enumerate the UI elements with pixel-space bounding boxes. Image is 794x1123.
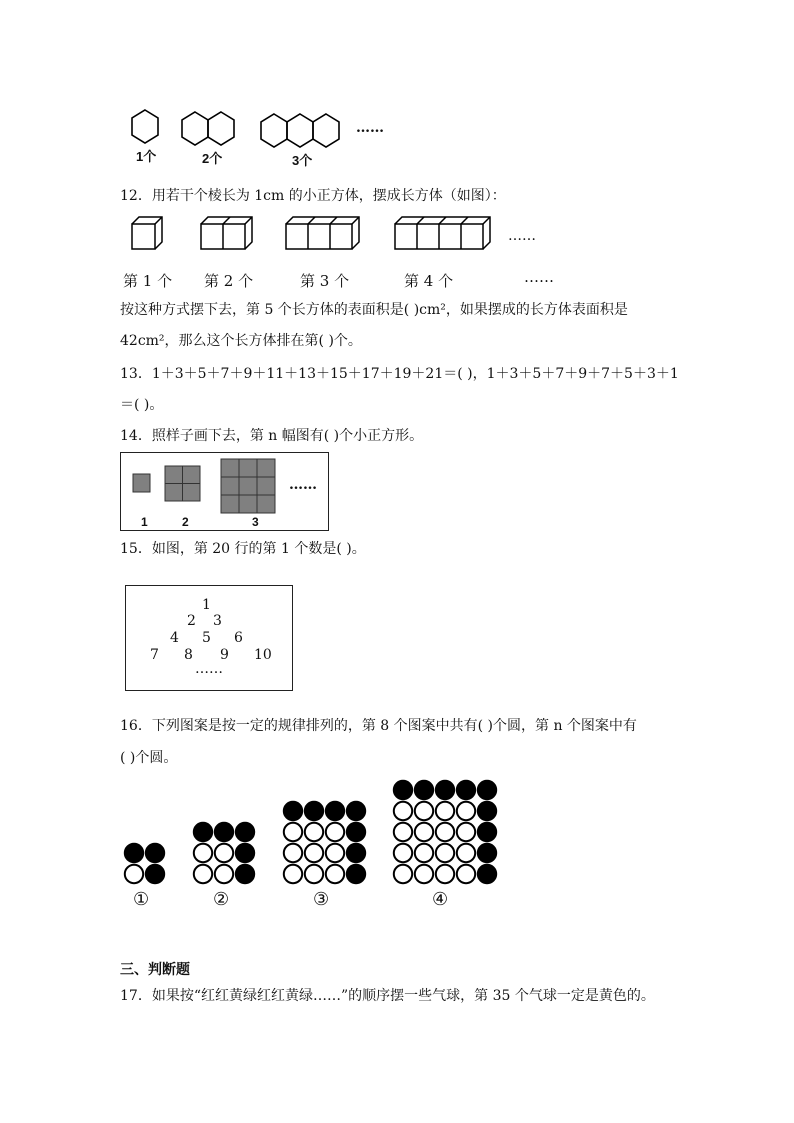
hollow-circle bbox=[215, 865, 233, 883]
cuboid-label-ellipsis: …… bbox=[524, 268, 554, 286]
hollow-circle bbox=[457, 802, 475, 820]
filled-circle bbox=[478, 781, 496, 799]
filled-circle bbox=[478, 865, 496, 883]
hollow-circle bbox=[415, 823, 433, 841]
hexagon-label-1: 1个 bbox=[136, 149, 157, 164]
filled-circle bbox=[236, 865, 254, 883]
hollow-circle bbox=[394, 865, 412, 883]
filled-circle bbox=[194, 823, 212, 841]
filled-circle bbox=[236, 844, 254, 862]
hollow-circle bbox=[305, 823, 323, 841]
pattern-label-4: ④ bbox=[432, 889, 449, 910]
hollow-circle bbox=[415, 865, 433, 883]
triangle-number: 2 bbox=[187, 613, 196, 629]
triangle-number: 8 bbox=[184, 647, 193, 663]
hollow-circle bbox=[284, 865, 302, 883]
triangle-number: 7 bbox=[150, 647, 159, 663]
filled-circle bbox=[146, 865, 164, 883]
triangle-number: 9 bbox=[220, 647, 229, 663]
circle-pattern-4 bbox=[394, 781, 496, 883]
hollow-circle bbox=[415, 802, 433, 820]
filled-circle bbox=[347, 865, 365, 883]
cuboid-ellipsis: …… bbox=[508, 228, 536, 244]
q13-line2: ＝( )。 bbox=[120, 397, 164, 413]
hollow-circle bbox=[436, 844, 454, 862]
hollow-circle bbox=[394, 823, 412, 841]
filled-circle bbox=[478, 823, 496, 841]
filled-circle bbox=[236, 823, 254, 841]
pattern-label-1: ① bbox=[133, 889, 150, 910]
triangle-number: 10 bbox=[254, 647, 272, 663]
square-ellipsis: …… bbox=[289, 477, 317, 493]
hollow-circle bbox=[457, 823, 475, 841]
circle-pattern-2 bbox=[194, 823, 254, 883]
hollow-circle bbox=[436, 865, 454, 883]
square-label-1: 1 bbox=[141, 515, 148, 529]
filled-circle bbox=[436, 781, 454, 799]
q13-line1: 13．1＋3＋5＋7＋9＋11＋13＋15＋17＋19＋21＝( )，1＋3＋5＋7＋9＋7＋5＋3＋1 bbox=[120, 366, 679, 382]
filled-circle bbox=[457, 781, 475, 799]
hexagon-ellipsis: …… bbox=[356, 120, 384, 136]
pattern-label-3: ③ bbox=[313, 889, 330, 910]
hollow-circle bbox=[415, 844, 433, 862]
hollow-circle bbox=[457, 865, 475, 883]
cuboid-label-2: 第 2 个 bbox=[204, 272, 254, 290]
filled-circle bbox=[305, 802, 323, 820]
hollow-circle bbox=[436, 823, 454, 841]
hollow-circle bbox=[305, 844, 323, 862]
triangle-number: 3 bbox=[213, 613, 222, 629]
filled-circle bbox=[415, 781, 433, 799]
hollow-circle bbox=[326, 823, 344, 841]
filled-circle bbox=[215, 823, 233, 841]
hollow-circle bbox=[215, 844, 233, 862]
hollow-circle bbox=[194, 865, 212, 883]
triangle-number: 5 bbox=[202, 630, 211, 646]
filled-circle bbox=[284, 802, 302, 820]
hollow-circle bbox=[284, 844, 302, 862]
hollow-circle bbox=[326, 865, 344, 883]
hollow-circle bbox=[284, 823, 302, 841]
q12-line1: 按这种方式摆下去，第 5 个长方体的表面积是( )cm²，如果摆成的长方体表面积是 bbox=[120, 302, 628, 318]
hexagon-label-2: 2个 bbox=[202, 151, 223, 166]
filled-circle bbox=[347, 802, 365, 820]
circle-pattern-1 bbox=[125, 844, 164, 883]
triangle-number: 6 bbox=[234, 630, 243, 646]
filled-circle bbox=[125, 844, 143, 862]
cuboid-label-3: 第 3 个 bbox=[300, 272, 350, 290]
q17-text: 17．如果按“红红黄绿红红黄绿……”的顺序摆一些气球，第 35 个气球一定是黄色的。 bbox=[120, 988, 655, 1004]
q14-text: 14．照样子画下去，第 n 幅图有( )个小正方形。 bbox=[120, 428, 424, 444]
cuboid-label-4: 第 4 个 bbox=[404, 272, 454, 290]
filled-circle bbox=[347, 823, 365, 841]
cuboid-label-1: 第 1 个 bbox=[123, 272, 173, 290]
hexagon-label-3: 3个 bbox=[292, 153, 313, 168]
q12-line2: 42cm²，那么这个长方体排在第( )个。 bbox=[120, 333, 362, 349]
filled-circle bbox=[478, 802, 496, 820]
hollow-circle bbox=[436, 802, 454, 820]
square-label-2: 2 bbox=[182, 515, 189, 529]
pattern-label-2: ② bbox=[213, 889, 230, 910]
section-title: 三、判断题 bbox=[120, 962, 190, 978]
circle-pattern-3 bbox=[284, 802, 365, 883]
q12-text: 12．用若干个棱长为 1cm 的小正方体，摆成长方体（如图）： bbox=[120, 188, 506, 204]
hollow-circle bbox=[457, 844, 475, 862]
filled-circle bbox=[394, 781, 412, 799]
hollow-circle bbox=[394, 802, 412, 820]
hollow-circle bbox=[326, 844, 344, 862]
filled-circle bbox=[326, 802, 344, 820]
hollow-circle bbox=[305, 865, 323, 883]
triangle-number: 1 bbox=[202, 597, 211, 613]
triangle-number: 4 bbox=[170, 630, 179, 646]
hollow-circle bbox=[125, 865, 143, 883]
hollow-circle bbox=[394, 844, 412, 862]
hollow-circle bbox=[194, 844, 212, 862]
filled-circle bbox=[146, 844, 164, 862]
q15-text: 15．如图，第 20 行的第 1 个数是( )。 bbox=[120, 541, 366, 557]
filled-circle bbox=[478, 844, 496, 862]
q16-line2: ( )个圆。 bbox=[120, 750, 178, 766]
triangle-ellipsis: …… bbox=[195, 661, 223, 677]
q16-line1: 16．下列图案是按一定的规律排列的，第 8 个图案中共有( )个圆，第 n 个图案中有 bbox=[120, 718, 637, 734]
filled-circle bbox=[347, 844, 365, 862]
square-label-3: 3 bbox=[252, 515, 259, 529]
